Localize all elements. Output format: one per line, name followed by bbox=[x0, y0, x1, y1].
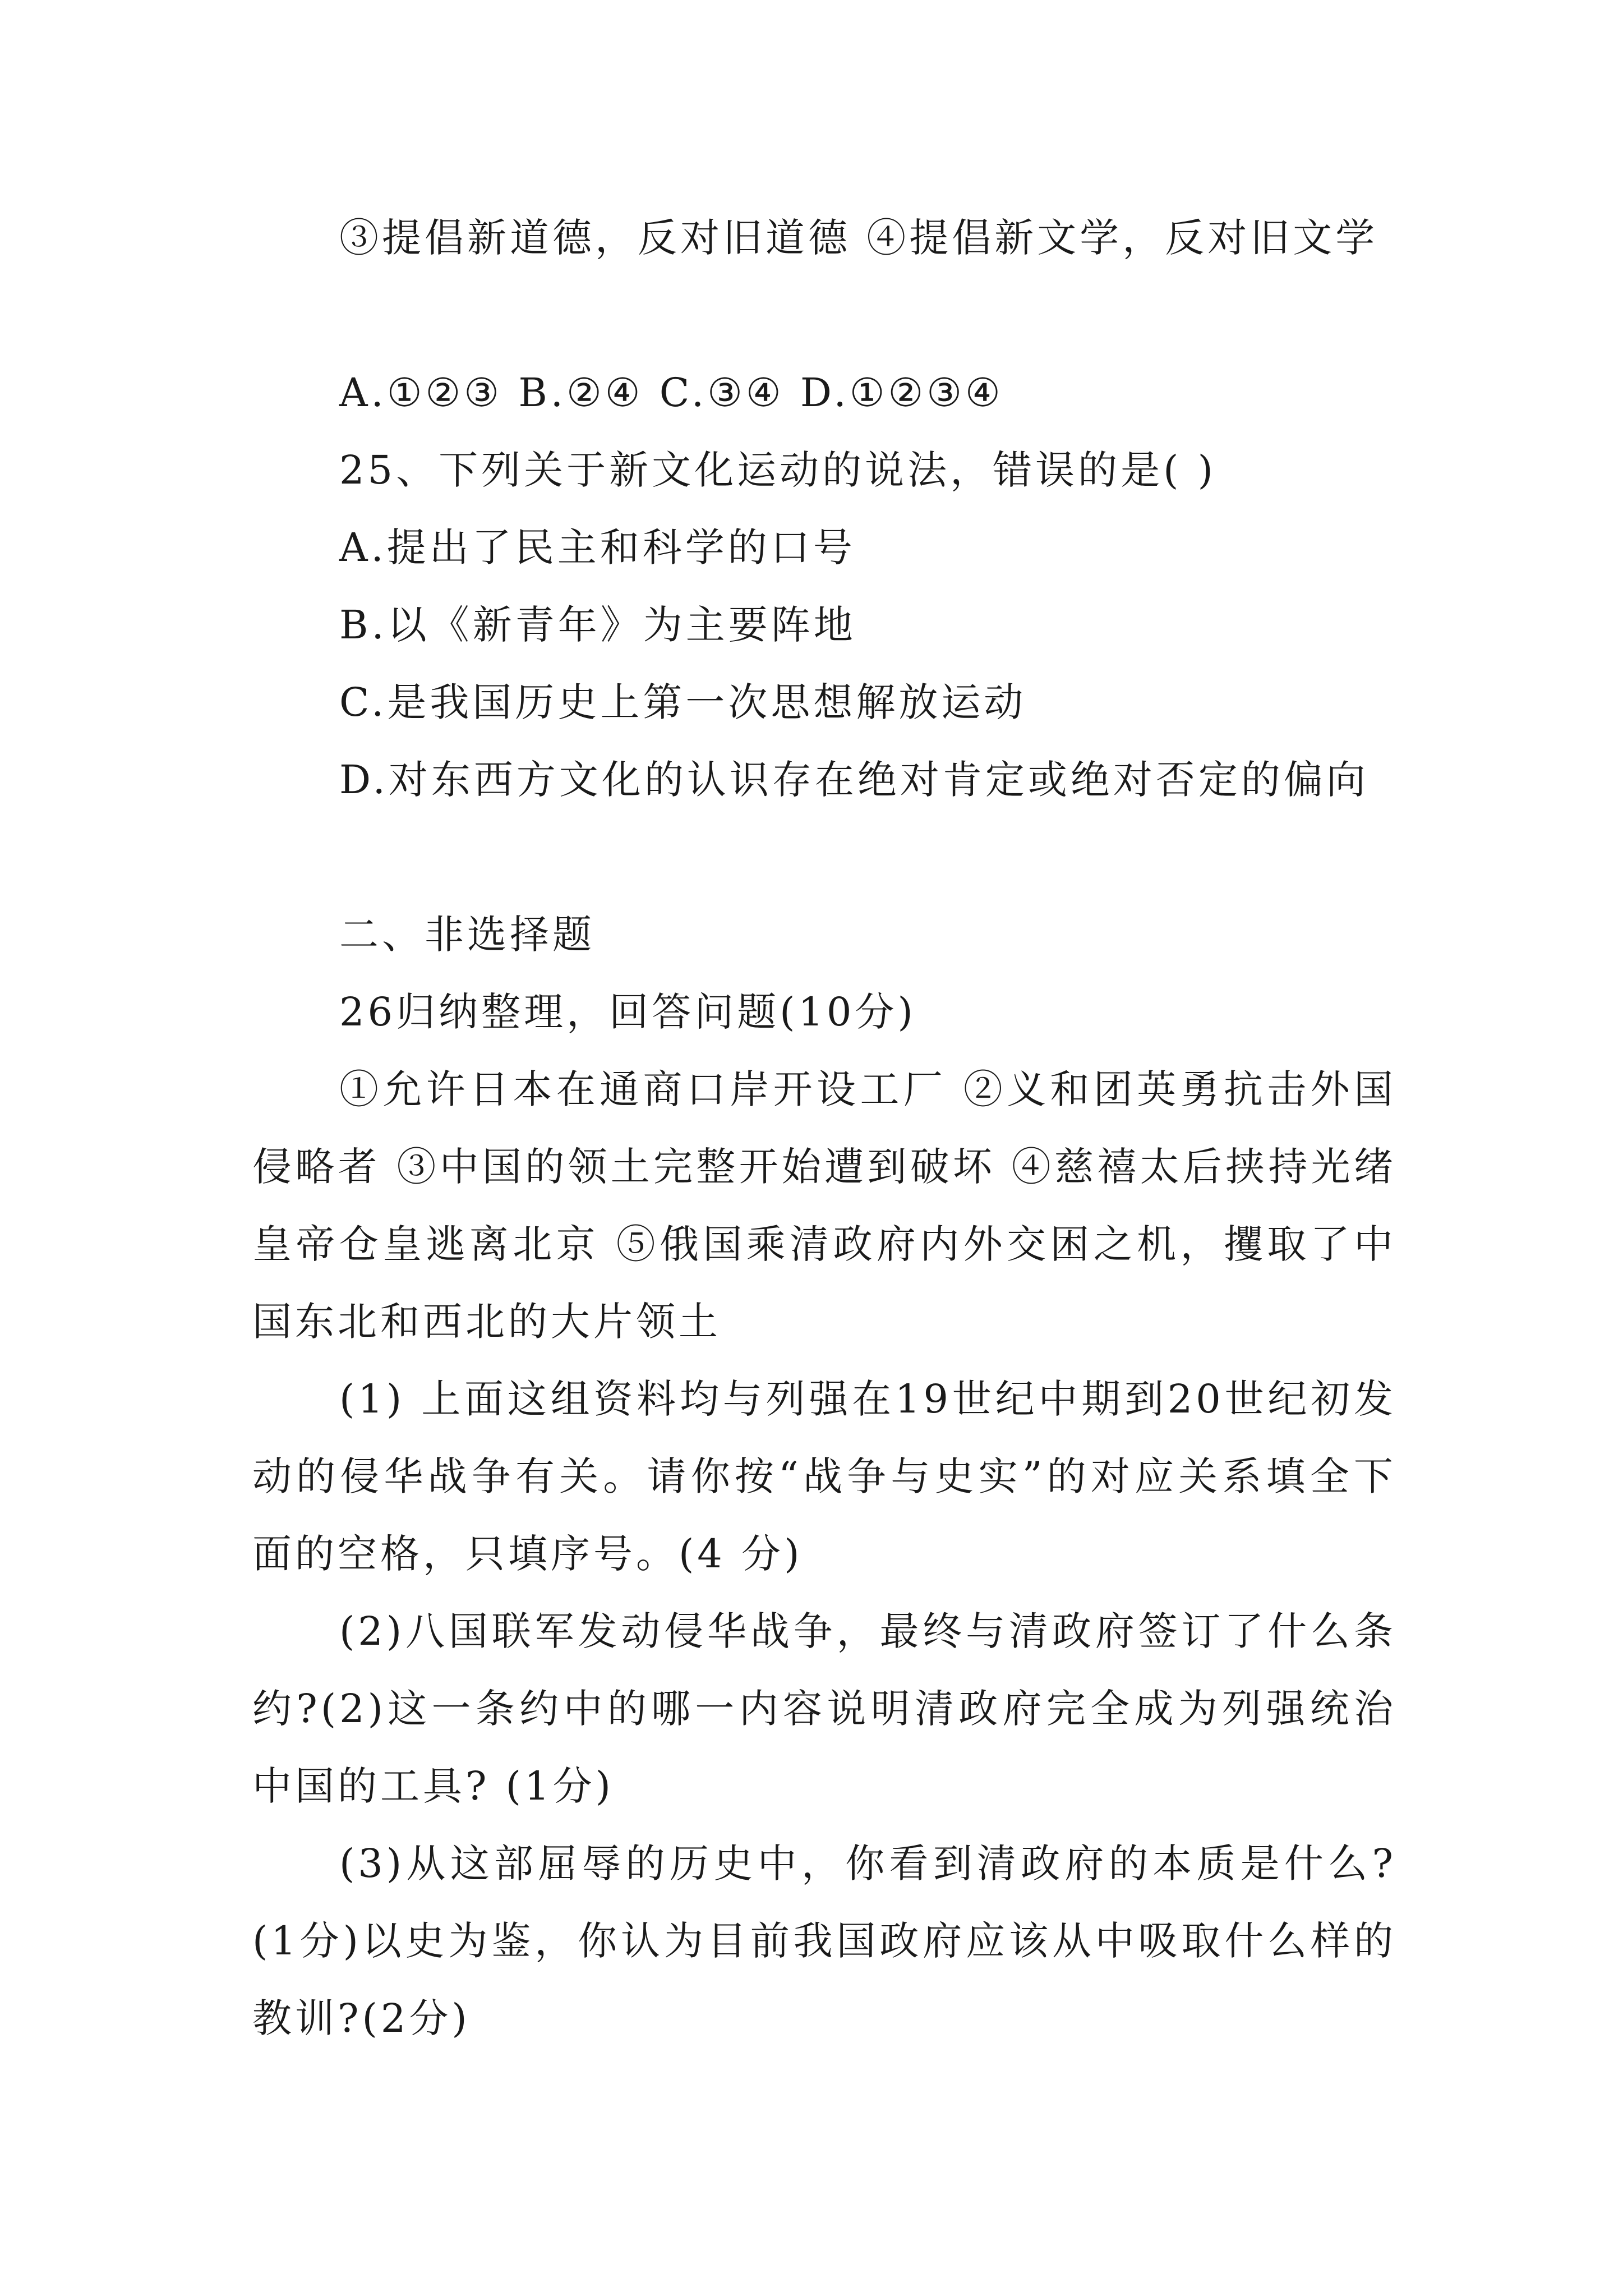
paragraph-q26-part1: (1) 上面这组资料均与列强在19世纪中期到20世纪初发动的侵华战争有关。请你按“战争与史实”的对应关系填全下面的空格，只填序号。(4 分) bbox=[252, 1376, 1396, 1577]
paragraph-q26-materials: ①允许日本在通商口岸开设工厂 ②义和团英勇抗击外国侵略者 ③中国的领土完整开始遭到破坏 ④慈禧太后挟持光绪皇帝仓皇逃离北京 ⑤俄国乘清政府内外交困之机，攫取了中国东北和西北的大片领土 bbox=[252, 1066, 1396, 1345]
paragraph-q26-stem: 26归纳整理，回答问题(10分) bbox=[339, 989, 916, 1035]
paragraph-q25-option-d: D.对东西方文化的认识存在绝对肯定或绝对否定的偏向 bbox=[339, 757, 1369, 803]
section-heading-non-choice: 二、非选择题 bbox=[339, 912, 595, 958]
paragraph-q26-part2: (2)八国联军发动侵华战争，最终与清政府签订了什么条约?(2)这一条约中的哪一内容说明清政府完全成为列强统治中国的工具? (1分) bbox=[252, 1608, 1396, 1809]
paragraph-q25-option-c: C.是我国历史上第一次思想解放运动 bbox=[339, 679, 1027, 725]
paragraph-option-items-3-4: ③提倡新道德，反对旧道德 ④提倡新文学，反对旧文学 bbox=[339, 215, 1378, 261]
paragraph-q25-stem: 25、下列关于新文化运动的说法，错误的是( ) bbox=[339, 447, 1216, 493]
paragraph-q25-option-b: B.以《新青年》为主要阵地 bbox=[339, 602, 856, 648]
paragraph-q24-choices: A.①②③ B.②④ C.③④ D.①②③④ bbox=[339, 370, 1004, 416]
paragraph-q25-option-a: A.提出了民主和科学的口号 bbox=[339, 524, 856, 570]
paragraph-q26-part3: (3)从这部屈辱的历史中，你看到清政府的本质是什么?(1分)以史为鉴，你认为目前我国政府应该从中吸取什么样的教训?(2分) bbox=[252, 1841, 1396, 2041]
